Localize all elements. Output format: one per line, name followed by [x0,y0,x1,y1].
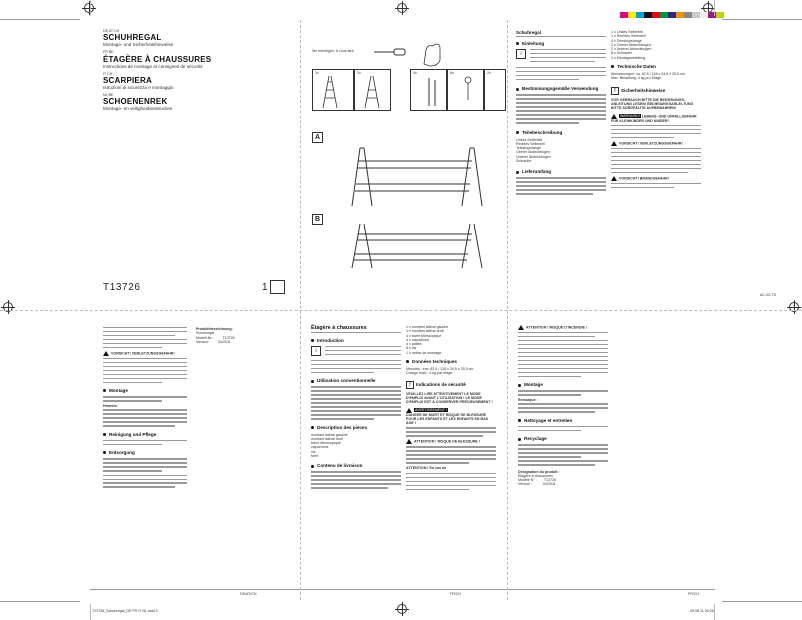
parts-row [312,69,502,109]
section-description: Description des pièces [311,425,401,430]
subtitle-nl: Montage- en veiligheidsinstructies [103,106,173,112]
section-technische: Technische Daten [611,64,701,69]
contents-item: 4 x barre télescopique [406,333,442,338]
crop-mark [90,0,91,16]
part-count: 8x [450,71,454,75]
warning-icon [103,351,109,356]
title-it: SCARPIERA [103,75,152,85]
part-count: 2x [357,71,361,75]
print-color-bar [620,5,724,23]
subtitle-it: Istruzioni di sicurezza e montaggio [103,84,174,90]
figure-a [312,132,502,212]
info-icon: i [516,49,526,59]
fold-line [0,310,802,311]
warning-icon [611,176,617,181]
part-count: 4x [413,71,417,75]
page-box [270,280,285,294]
figure-b-label: B [312,214,323,225]
part-caps [484,69,506,111]
intro-block-fr [311,346,401,358]
hinweis-label: Hinweis: [103,404,118,409]
language-codes-nl: NL BE [103,92,114,97]
contents-item: 1 x notice de montage [406,350,442,355]
registration-mark-icon [397,3,407,13]
intro-block [516,49,606,65]
warning-icon [406,408,412,413]
section-bestimmung: Bestimmungsgemäße Verwendung [516,86,606,91]
version-label: Version: [196,339,209,344]
delivery-item: 1 x Linkes Seitenteil [611,30,643,34]
model-label: Modell-Nr.: [196,335,214,340]
charge-text: Charge maxi : 4 kg par étage [406,371,453,376]
delivery-item: 4 x Teleskopstange [611,38,642,43]
part-rods [410,69,447,111]
cover-titles [103,29,293,111]
bottom-col5 [518,325,608,487]
description-item: barre télescopique [311,441,341,446]
parts-list [516,138,606,164]
description-item: capuchons [311,445,329,450]
parts-list-item: Linkes Seitenteil [516,137,543,142]
description-item: montant latéral droit [311,436,343,441]
warning-1: WARNUNG! LEBENS- UND UNFALLGEFAHR FÜR KLEINKINDER UND KINDER! [611,114,697,123]
part-screws [447,69,484,111]
figure-a-label: A [312,132,323,143]
bottom-col4 [406,325,496,493]
shelf-drawing-b [332,218,502,270]
date-code: AC-02-TS [760,293,776,297]
section-donnees: Données techniques [406,359,496,364]
crop-mark [722,19,802,20]
title-fr: ÉTAGÈRE À CHAUSSURES [103,54,212,64]
delivery-item: 8 x Schraube [611,51,633,56]
section-montage-fr: Montage [518,382,608,387]
delivery-item: 2 x Unterer Abdeckbogen [611,47,652,52]
section-indications: ! Indications de sécurité [406,381,496,389]
warning-vorsicht: VORSICHT! VERLETZUNGSGEFAHR! [103,351,187,356]
modele-value: T13726 [543,478,557,483]
print-info: T13726_Schuhregal_DE FR IT NL.indd 3 [92,609,158,613]
contents-item: 4 x capuchons [406,337,430,342]
section-montage: Montage [103,388,187,393]
section-utilisation: Utilisation conventionnelle [311,378,401,383]
warning-3: VORSICHT! BRANDGEFAHR! [611,176,701,181]
model-value: T13726 [222,335,235,340]
dims-text: Mesures : env. 62,5 / 118 x 34,5 x 25,5 cm [406,367,474,372]
section-lieferumfang: Lieferumfang [516,169,606,174]
warning-2: VORSICHT! VERLETZUNGSGEFAHR! [611,141,701,146]
part-count: 2x [487,71,491,75]
avert-line: AVERTISSEMENT ! [406,408,496,413]
section-reinigung: Reinigung und Pflege [103,432,187,437]
right-panel-col2 [611,30,701,191]
tools-needed-note: Sie benötigen: 8 vous faut [312,49,354,53]
delivery-list [611,30,701,60]
contents-list [406,325,496,355]
contents-item: 1 x montant latéral droit [406,329,444,334]
description-list [311,433,401,459]
delivery-item: 2 x Oberer Abdeckbogen [611,42,651,47]
info-icon: i [311,346,321,356]
delivery-item: 1 x Montageanleitung [611,55,646,60]
crop-mark [0,601,80,602]
attention-1: ATTENTION ! RISQUE DE BLESSURE ! [406,439,496,444]
modele-label: Modèle N° : [518,478,537,483]
section-einleitung: Einleitung [516,41,606,46]
section-recyclage: Recyclage [518,436,608,441]
section-teile: Teilebeschreibung [516,130,606,135]
warning-icon [611,141,617,146]
remarque-label: Remarque : [518,398,538,403]
language-codes-fr: FR BE [103,50,114,55]
part-frame-right [354,69,391,111]
section-contenu: Contenu de livraison [311,463,401,468]
shelf-drawing-a [332,136,502,212]
crop-mark [714,604,715,620]
language-codes-de: DE AT CH [103,29,120,33]
warning-icon [518,325,524,330]
screwdriver-icon [372,37,407,67]
safety-header: VOR GEBRAUCH BITTE DIE BEDIENUNGS-ANLEITUNG LESEN! BEDIENUNGSANLEI-TUNG BITTE SORGFÄLTIG AUFBEWAHREN! [611,97,694,111]
title-nl: SCHOENENREK [103,97,168,107]
parts-list-item: Rechtes Seitenteil [516,141,545,146]
contents-item: 8 x vis [406,346,417,351]
warning-icon [406,439,412,444]
crop-mark [722,601,802,602]
bottom-col2 [196,327,286,344]
print-date: 29.06.11 09:26 [690,609,714,613]
designation-label: Désignation du produit : [518,469,560,474]
product-designation-value: Schuhregal [196,331,215,336]
title-de: SCHUHREGAL [103,33,162,43]
right-panel-col1 [516,30,606,197]
bottom-col3 [311,325,401,491]
parts-list-item: Unterer Abdeckbogen [516,154,551,159]
delivery-item: 1 x Rechtes Seitenteil [611,34,646,39]
figure-b [312,214,502,270]
crop-mark [90,604,91,620]
attention-incendie: ATTENTION ! RISQUE D'INCENDIE ! [518,325,608,330]
part-count: 1x [315,71,319,75]
column-guide [300,20,301,600]
version-value: 04/2011 [218,339,231,344]
footer-right: FR/CH [688,592,699,596]
section-introduction: Introduction [311,338,401,343]
tech-load: Max. Belastung: 4 kg pro Etage [611,76,662,81]
section-title-schuhregal: Schuhregal [516,30,606,37]
version-value-fr: 04/2011 [542,482,556,487]
description-item: foret [311,454,319,459]
registration-mark-icon [397,604,407,614]
designation-value: Étagère à chaussures [518,473,553,478]
contents-item: 4 x pattes [406,342,422,347]
attention-2: ATTENTION ! En cas de [406,466,447,471]
footer-left: DE/AT/CH [240,592,257,596]
tech-dims: Abmessungen: ca. 62,5 / 118 x 34,5 x 25,5 cm [611,72,685,77]
crop-mark [714,0,715,16]
crop-mark [0,19,80,20]
description-item: vis [311,449,316,454]
language-codes-it: IT CH [103,71,113,76]
contents-item: 1 x montant latéral gauche [406,325,449,329]
version-label-fr: Version : [518,482,532,487]
footer-mid: FR/CH [450,592,461,596]
subtitle-de: Montage- und Sicherheitshinweise [103,42,174,48]
section-title-etagere: Étagère à chaussures [311,325,401,333]
parts-list-item: Oberer Abdeckbogen [516,150,550,155]
registration-mark-icon [84,3,94,13]
bottom-rule [90,589,715,590]
column-guide [507,20,508,600]
veuillez-text: VEUILLEZ LIRE ATTENTIVEMENT LE MODE D'EMPLOI AVANT L'UTILISATION ! LE MODE D'EMPLOI EST À CONSERVER PRÉCIEUSEMENT ! [406,391,493,405]
hand-icon [420,38,445,68]
model-number: T13726 [103,282,141,293]
page-number: 1 [262,282,268,293]
bottom-col1 [103,327,187,490]
parts-list-item: Schraube [516,159,532,164]
section-nettoyage: Nettoyage et entretien [518,418,608,423]
subtitle-fr: Instructions de montage et consignes de sécurité [103,63,203,69]
danger-text: DANGER DE MORT ET RISQUE DE BLESSURE POUR LES ENFANTS ET LES ENFANTS EN BAS ÂGE ! [406,412,489,426]
parts-list-item: Teleskopstange [516,146,541,151]
product-designation-label: Produktbezeichnung: [196,327,233,331]
section-sicherheit: ! Sicherheitshinweise [611,87,701,95]
section-entsorgung: Entsorgung [103,450,187,455]
part-frame-left [312,69,354,111]
description-item: montant latéral gauche [311,432,348,437]
